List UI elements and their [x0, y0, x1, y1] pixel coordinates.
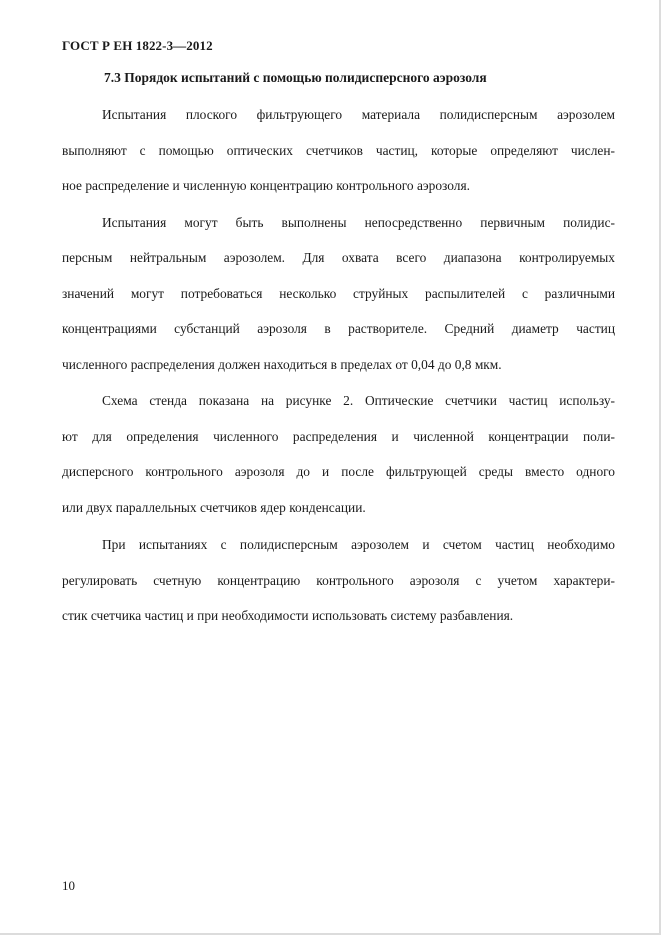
paragraph-3-line-4: или двух параллельных счетчиков ядер конденсации. [62, 500, 366, 515]
standard-header: ГОСТ Р ЕН 1822-3—2012 [62, 38, 213, 53]
paragraph-2-line-3: значений могут потребоваться несколько струйных распылителей с различными [62, 286, 615, 301]
paragraph-3-line-2: ют для определения численного распределения и численной концентрации поли- [62, 429, 615, 444]
paragraph-2-line-1: Испытания могут быть выполнены непосредственно первичным полидис- [102, 215, 615, 230]
paragraph-1-line-1: Испытания плоского фильтрующего материала полидисперсным аэрозолем [102, 107, 615, 122]
paragraph-4-line-2: регулировать счетную концентрацию контрольного аэрозоля с учетом характери- [62, 573, 615, 588]
section-title: 7.3 Порядок испытаний с помощью полидисперсного аэрозоля [104, 70, 487, 85]
paragraph-1-line-3: ное распределение и численную концентрацию контрольного аэрозоля. [62, 178, 470, 193]
paragraph-2-line-4: концентрациями субстанций аэрозоля в растворителе. Средний диаметр частиц [62, 321, 615, 336]
paragraph-4-line-1: При испытаниях с полидисперсным аэрозолем и счетом частиц необходимо [102, 537, 615, 552]
paragraph-1-line-2: выполняют с помощью оптических счетчиков частиц, которые определяют числен- [62, 143, 615, 158]
paragraph-3-line-3: дисперсного контрольного аэрозоля до и после фильтрующей среды вместо одного [62, 464, 615, 479]
paragraph-3-line-1: Схема стенда показана на рисунке 2. Оптические счетчики частиц использу- [102, 393, 615, 408]
paragraph-2-line-2: персным нейтральным аэрозолем. Для охвата всего диапазона контролируемых [62, 250, 615, 265]
paragraph-2-line-5: численного распределения должен находиться в пределах от 0,04 до 0,8 мкм. [62, 357, 502, 372]
page-number: 10 [62, 878, 75, 893]
paragraph-4-line-3: стик счетчика частиц и при необходимости использовать систему разбавления. [62, 608, 514, 623]
